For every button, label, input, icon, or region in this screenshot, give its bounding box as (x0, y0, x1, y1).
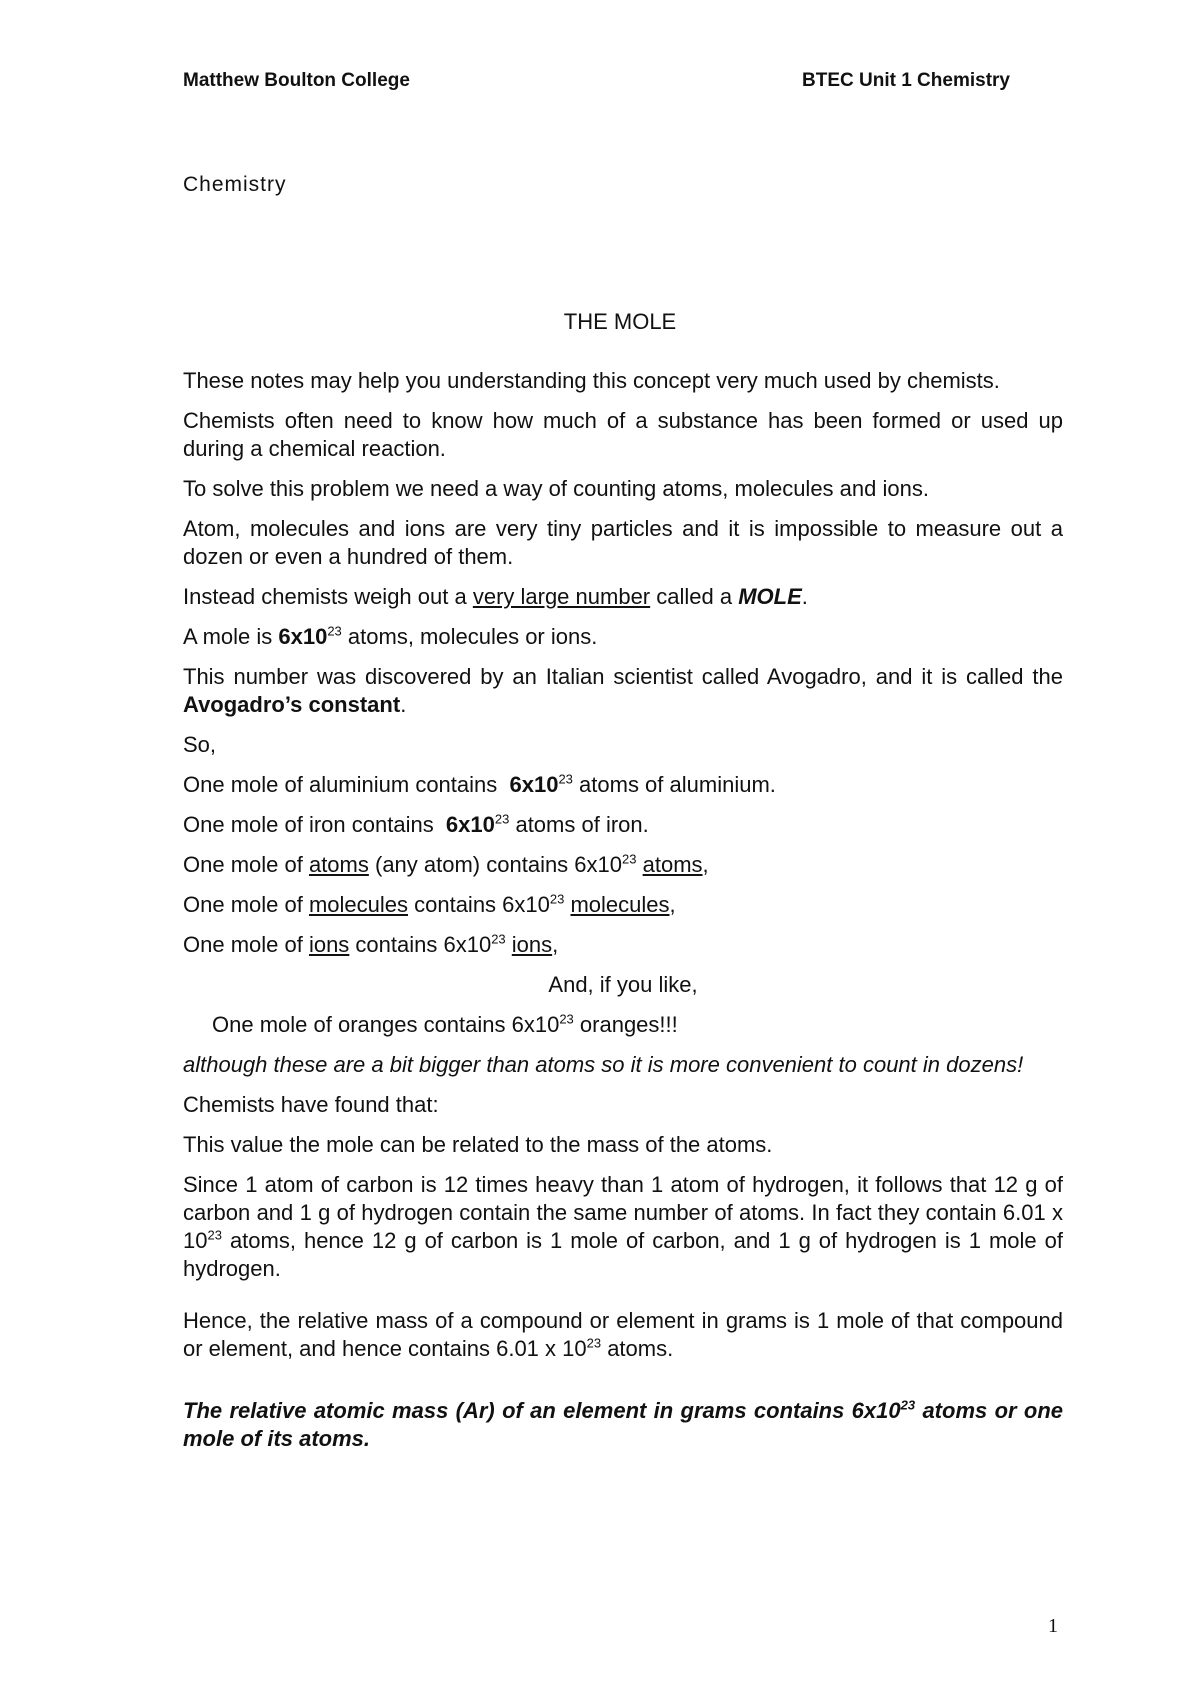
line-and-if: And, if you like, (548, 972, 698, 997)
document-body (183, 367, 1063, 1465)
paragraph-intro: These notes may help you understanding this concept very much used by chemists. (183, 368, 1000, 393)
paragraph-although: although these are a bit bigger than atoms so it is more convenient to count in dozens! (183, 1052, 1024, 1077)
paragraph-value: This value the mole can be related to the mass of the atoms. (183, 1132, 773, 1157)
line-ions: One mole of ions contains $6x10^{23}$ ions, (183, 931, 559, 957)
paragraph-avogadro: This number was discovered by an Italian scientist called Avogadro, and it is called the Avogadro’s constant. (183, 664, 1063, 717)
paragraph-mole-is: A mole is $6x10^{23}$ atoms, molecules or ions. (183, 623, 598, 649)
line-iron: One mole of iron contains $6x10^{23}$ atoms of iron. (183, 811, 649, 837)
header-college: Matthew Boulton College (183, 70, 410, 91)
paragraph-tiny: Atom, molecules and ions are very tiny particles and it is impossible to measure out a dozen or even a hundred of them. (183, 516, 1063, 569)
paragraph-so: So, (183, 732, 217, 757)
line-molecules: One mole of molecules contains $6x10^{23}$ molecules, (183, 891, 676, 917)
paragraph-solve: To solve this problem we need a way of counting atoms, molecules and ions. (183, 476, 929, 501)
page-number: 1 (1048, 1615, 1058, 1637)
paragraph-found: Chemists have found that: (183, 1092, 439, 1117)
paragraph-hence: Hence, the relative mass of a compound or element in grams is 1 mole of that compound or element, and hence contains 6.01 x $10^{23}$ atoms. (183, 1308, 1063, 1361)
paragraph-since: Since 1 atom of carbon is 12 times heavy than 1 atom of hydrogen, it follows that 12 g of carbon and 1 g of hydrogen contain the same number of atoms. In fact they contain 6.01 x $10^{23}$ atoms, hence 12 g of carbon is 1 mole of carbon, and 1 g of hydrogen is 1 mole of hydrogen. (183, 1172, 1063, 1281)
header-course: BTEC Unit 1 Chemistry (802, 70, 1010, 91)
paragraph-chemists: Chemists often need to know how much of a substance has been formed or used up during a chemical reaction. (183, 408, 1063, 461)
paragraph-rule: The relative atomic mass (Ar) of an element in grams contains $6x10^{23}$ atoms or one mole of its atoms. (183, 1397, 1064, 1451)
paragraph-instead: Instead chemists weigh out a very large number called a MOLE. (183, 584, 808, 609)
line-atoms: One mole of atoms (any atom) contains $6x10^{23}$ atoms, (183, 851, 709, 877)
line-oranges: One mole of oranges contains $6x10^{23}$ oranges!!! (212, 1011, 678, 1037)
page-title: THE MOLE (563, 309, 677, 334)
line-aluminium: One mole of aluminium contains $6x10^{23}$ atoms of aluminium. (183, 771, 776, 797)
subject-heading: Chemistry (183, 173, 287, 196)
